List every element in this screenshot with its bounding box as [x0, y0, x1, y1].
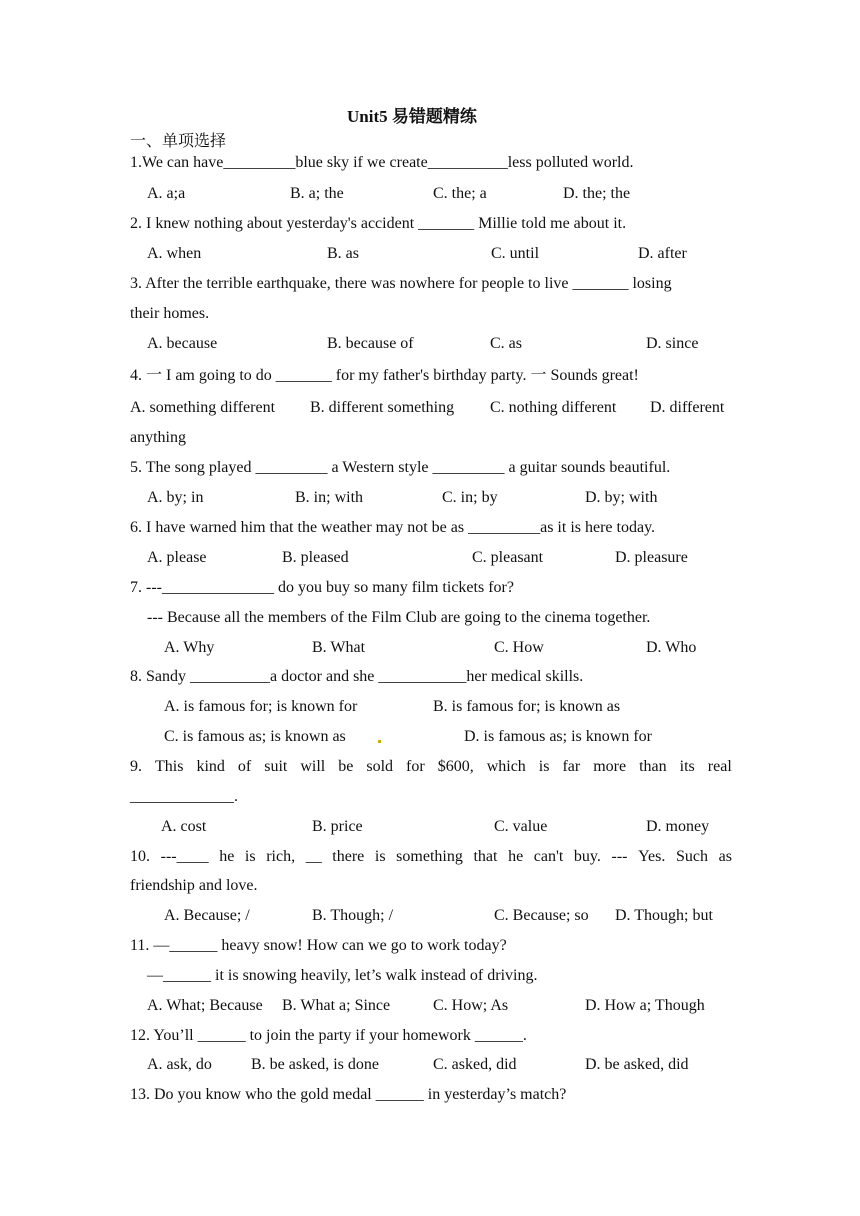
question-7-option-b: B. What [312, 639, 366, 656]
word: buy. [573, 848, 601, 865]
question-8-option-c: C. is famous as; is known as [164, 728, 346, 745]
word: real [707, 758, 732, 775]
word: of [237, 758, 252, 775]
word: is [374, 848, 386, 865]
section-heading: 一、单项选择 [130, 131, 227, 150]
word: is [538, 758, 550, 775]
question-7-stem-line-2: --- Because all the members of the Film Club are going to the cinema together. [147, 609, 651, 626]
question-6-option-a: A. please [147, 549, 207, 566]
question-3-option-c: C. as [490, 335, 522, 352]
question-12-stem: 12. You’ll ______ to join the party if your homework ______. [130, 1027, 527, 1044]
word: for [406, 758, 425, 775]
question-5-stem: 5. The song played _________ a Western style _________ a guitar sounds beautiful. [130, 459, 671, 476]
word: can't [533, 848, 564, 865]
question-11-stem-line-1: 11. —______ heavy snow! How can we go to work today? [130, 937, 507, 954]
question-8-option-b: B. is famous for; is known as [433, 698, 621, 715]
question-5-option-c: C. in; by [442, 489, 498, 506]
question-11-option-a: A. What; Because [147, 997, 263, 1014]
word: This [155, 758, 184, 775]
question-6-option-d: D. pleasure [615, 549, 688, 566]
page-title: Unit5 易错题精练 [347, 107, 477, 126]
question-9-option-a: A. cost [161, 818, 207, 835]
question-5-option-a: A. by; in [147, 489, 204, 506]
question-3-option-d: D. since [646, 335, 699, 352]
question-8-option-a: A. is famous for; is known for [164, 698, 358, 715]
question-8-stem: 8. Sandy __________a doctor and she ___________her medical skills. [130, 668, 584, 685]
question-7-option-d: D. Who [646, 639, 697, 656]
word: as [718, 848, 732, 865]
word: sold [366, 758, 394, 775]
word: which [486, 758, 526, 775]
question-10-option-b: B. Though; / [312, 907, 394, 924]
question-3-option-b: B. because of [327, 335, 414, 352]
question-1-option-b: B. a; the [290, 185, 344, 202]
question-12-option-a: A. ask, do [147, 1056, 212, 1073]
word: kind [196, 758, 225, 775]
word: $600, [437, 758, 474, 775]
question-4-option-c: C. nothing different [490, 399, 617, 416]
word: suit [264, 758, 288, 775]
question-4-option-b: B. different something [310, 399, 455, 416]
question-11-option-d: D. How a; Though [585, 997, 705, 1014]
word: that [473, 848, 498, 865]
word: Such [675, 848, 708, 865]
word: 10. [130, 848, 150, 865]
question-3-option-a: A. because [147, 335, 218, 352]
question-12-option-b: B. be asked, is done [251, 1056, 379, 1073]
question-6-option-b: B. pleased [282, 549, 349, 566]
question-9-option-b: B. price [312, 818, 363, 835]
question-2-option-c: C. until [491, 245, 540, 262]
question-9-option-d: D. money [646, 818, 710, 835]
question-4-option-d: D. different [650, 399, 725, 416]
question-1-stem: 1.We can have_________blue sky if we create__________less polluted world. [130, 154, 634, 171]
question-8-option-d: D. is famous as; is known for [464, 728, 652, 745]
question-12-option-d: D. be asked, did [585, 1056, 689, 1073]
question-9-stem-line-2: _____________. [130, 788, 238, 805]
question-10-stem-line-1 [130, 847, 732, 867]
question-11-stem-line-2: —______ it is snowing heavily, let’s walk instead of driving. [147, 967, 538, 984]
question-7-stem-line-1: 7. ---______________ do you buy so many film tickets for? [130, 579, 514, 596]
question-9-option-c: C. value [494, 818, 548, 835]
word: 9. [130, 758, 142, 775]
question-10-option-a: A. Because; / [164, 907, 250, 924]
word: Yes. [638, 848, 666, 865]
question-10-stem-line-2: friendship and love. [130, 877, 258, 894]
question-2-stem: 2. I knew nothing about yesterday's accident _______ Millie told me about it. [130, 215, 627, 232]
word: he [219, 848, 235, 865]
word: be [338, 758, 354, 775]
question-12-option-c: C. asked, did [433, 1056, 517, 1073]
question-1-option-a: A. a;a [147, 185, 186, 202]
question-10-option-c: C. Because; so [494, 907, 589, 924]
word: far [562, 758, 581, 775]
word: is [244, 848, 256, 865]
question-11-option-c: C. How; As [433, 997, 509, 1014]
question-2-option-b: B. as [327, 245, 359, 262]
word: rich, [266, 848, 296, 865]
word: __ [305, 848, 322, 865]
question-2-option-a: A. when [147, 245, 202, 262]
stray-mark [378, 740, 381, 743]
word: there [332, 848, 365, 865]
word: its [679, 758, 695, 775]
question-4-stem: 4. 一 I am going to do _______ for my father's birthday party. 一 Sounds great! [130, 367, 639, 384]
question-11-option-b: B. What a; Since [282, 997, 391, 1014]
question-10-option-d: D. Though; but [615, 907, 713, 924]
question-2-option-d: D. after [638, 245, 687, 262]
question-6-option-c: C. pleasant [472, 549, 544, 566]
question-1-option-d: D. the; the [563, 185, 631, 202]
question-6-stem: 6. I have warned him that the weather may not be as _________as it is here today. [130, 519, 656, 536]
question-5-option-d: D. by; with [585, 489, 658, 506]
question-13-stem: 13. Do you know who the gold medal ______ in yesterday’s match? [130, 1086, 567, 1103]
question-3-stem-line-2: their homes. [130, 305, 210, 322]
word: than [639, 758, 667, 775]
question-1-option-c: C. the; a [433, 185, 487, 202]
word: something [396, 848, 463, 865]
question-4-option-d-continued: anything [130, 429, 186, 446]
word: he [508, 848, 524, 865]
question-4-option-a: A. something different [130, 399, 276, 416]
word: will [300, 758, 326, 775]
question-7-option-c: C. How [494, 639, 544, 656]
word: ---____ [160, 848, 209, 865]
word: --- [611, 848, 628, 865]
question-9-stem-line-1 [130, 757, 732, 777]
question-7-option-a: A. Why [164, 639, 215, 656]
word: more [593, 758, 627, 775]
question-3-stem-line-1: 3. After the terrible earthquake, there was nowhere for people to live _______ losing [130, 275, 672, 292]
question-5-option-b: B. in; with [295, 489, 364, 506]
